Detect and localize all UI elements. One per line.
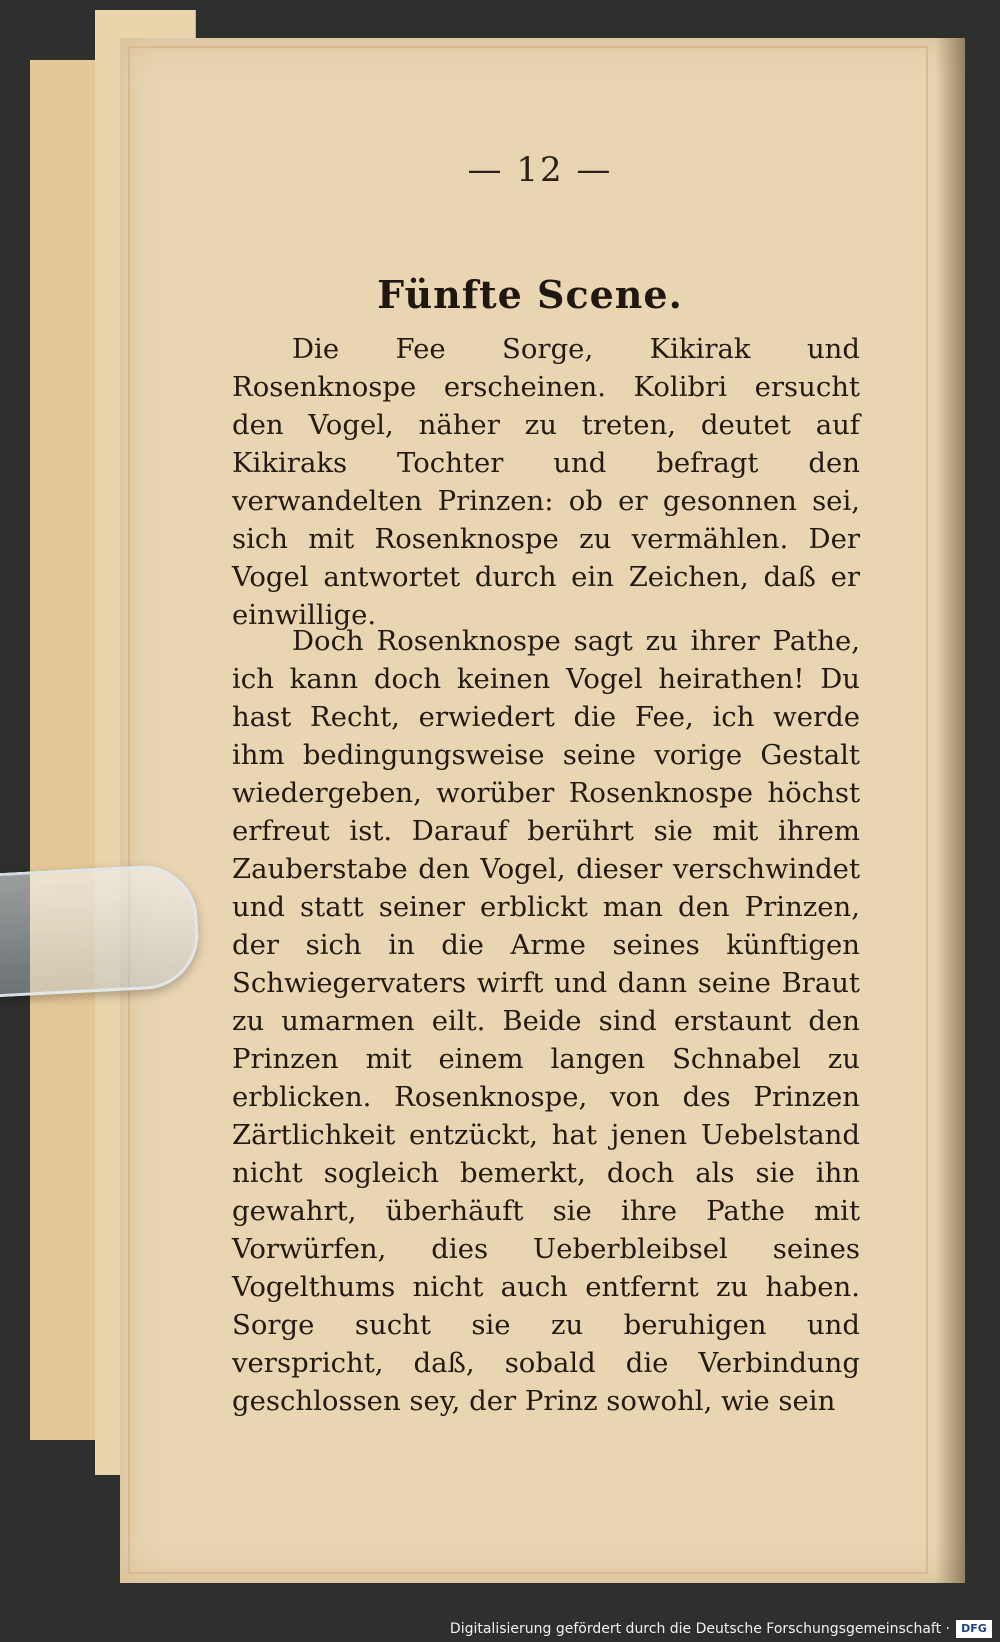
- spine-shadow: [935, 38, 965, 1583]
- page-number: — 12 —: [467, 150, 613, 190]
- scene-heading: Fünfte Scene.: [377, 272, 683, 317]
- footer-bar: [0, 1616, 1000, 1642]
- paragraph-1: Die Fee Sorge, Kikirak und Rosenknospe erscheinen. Kolibri ersucht den Vogel, näher zu treten, deutet auf Kikiraks Tochter und befragt den verwandelten Prinzen: ob er gesonnen sei, sich mit Rosenknospe zu vermählen. Der Vogel antwortet durch ein Zeichen, daß er einwillige.: [232, 333, 860, 631]
- page-clip-holder: [0, 863, 201, 997]
- funding-notice: Digitalisierung gefördert durch die Deutsche Forschungsgemeinschaft ·: [449, 1621, 950, 1637]
- dfg-logo: DFG: [956, 1620, 992, 1638]
- paragraph-2: Doch Rosenknospe sagt zu ihrer Pathe, ich kann doch keinen Vogel heirathen! Du hast Recht, erwiedert die Fee, ich werde ihm bedingungsweise seine vorige Gestalt wiedergeben, worüber Rosenknospe höchst erfreut ist. Darauf berührt sie mit ihrem Zauberstabe den Vogel, dieser verschwindet und statt seiner erblickt man den Prinzen, der sich in die Arme seines künftigen Schwiegervaters wirft und dann seine Braut zu umarmen eilt. Beide sind erstaunt den Prinzen mit einem langen Schnabel zu erblicken. Rosenknospe, von des Prinzen Zärtlichkeit entzückt, hat jenen Uebelstand nicht sogleich bemerkt, doch als sie ihn gewahrt, überhäuft sie ihre Pathe mit Vorwürfen, dies Ueberbleibsel seines Vogelthums nicht auch entfernt zu haben. Sorge sucht sie zu beruhigen und verspricht, daß, sobald die Verbindung geschlossen sey, der Prinz sowohl, wie sein: [232, 625, 860, 1417]
